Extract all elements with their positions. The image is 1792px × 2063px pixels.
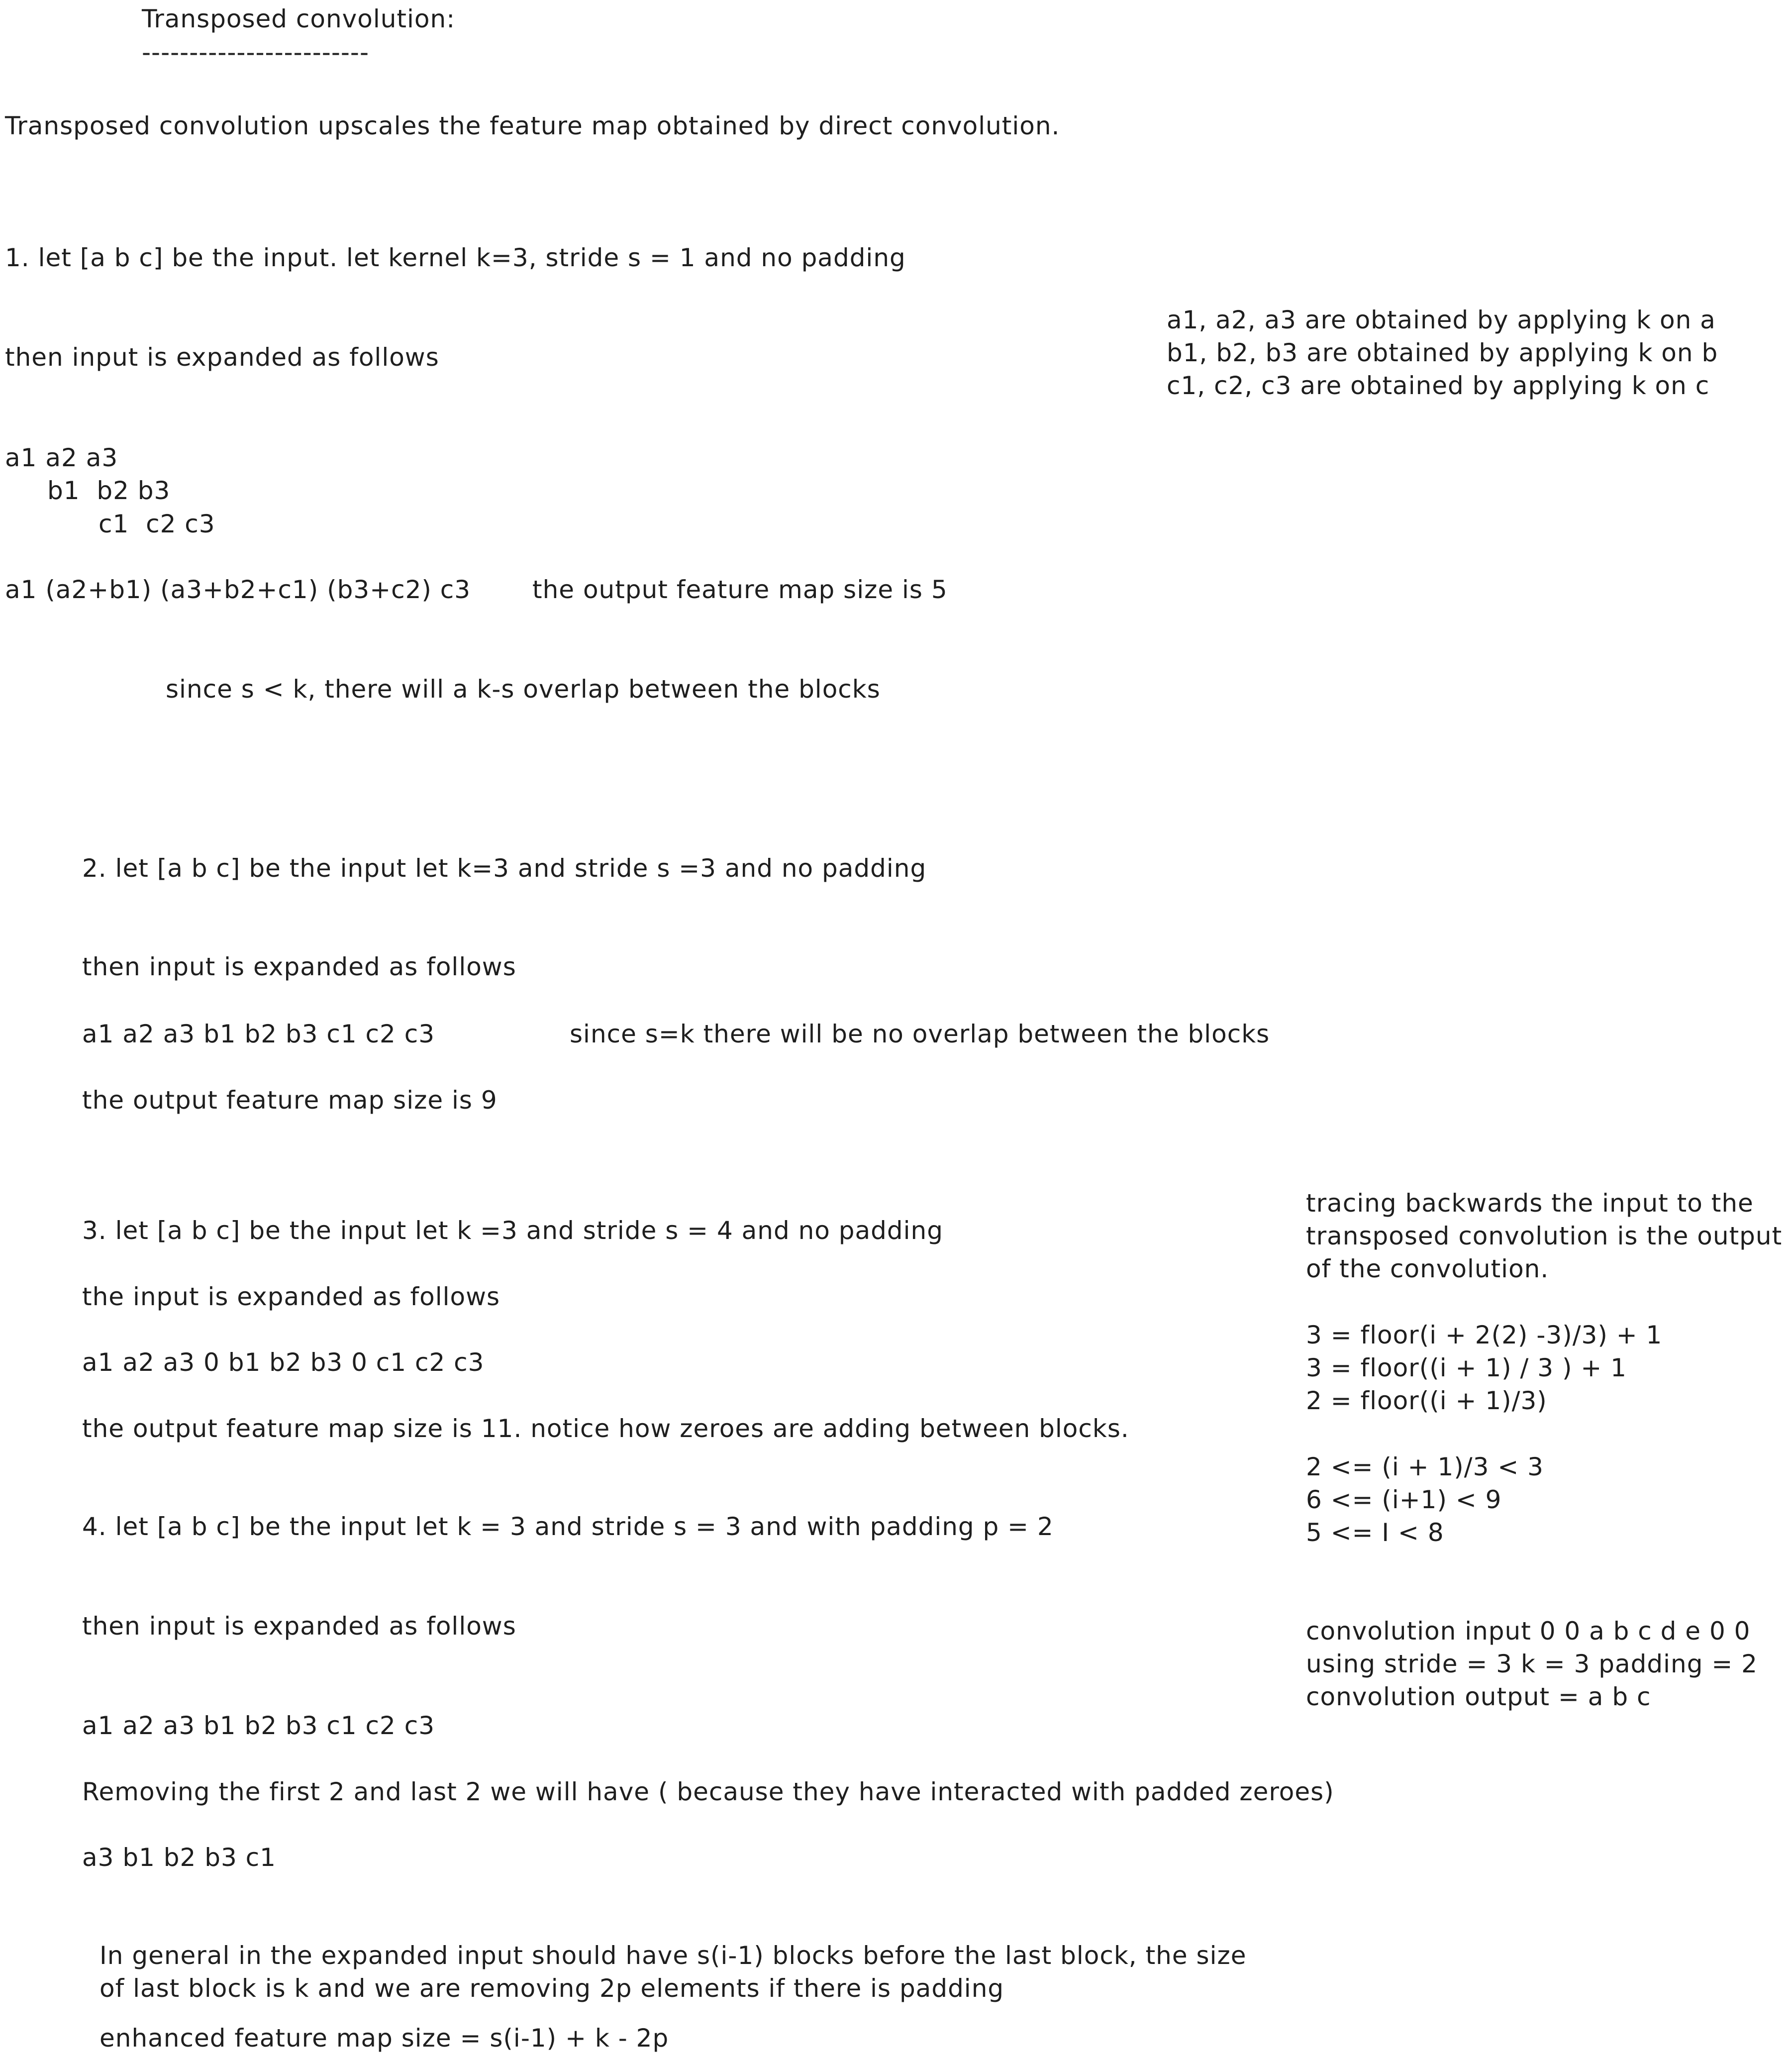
expand-row-a: a1 a2 a3: [5, 443, 118, 472]
section1-overlap: since s < k, there will a k-s overlap between the blocks: [166, 675, 881, 704]
section2-expand: then input is expanded as follows: [82, 952, 516, 981]
section1-sum: a1 (a2+b1) (a3+b2+c1) (b3+c2) c3: [5, 575, 471, 604]
trace-equation: 2 = floor((i + 1)/3): [1306, 1386, 1547, 1415]
note-line: b1, b2, b3 are obtained by applying k on b: [1167, 338, 1718, 367]
expand-row-c: c1 c2 c3: [99, 510, 215, 538]
general-line: of last block is k and we are removing 2p elements if there is padding: [100, 1974, 1004, 2003]
section4-row: a1 a2 a3 b1 b2 b3 c1 c2 c3: [82, 1711, 435, 1740]
trace-line: of the convolution.: [1306, 1254, 1549, 1283]
trace-line: tracing backwards the input to the: [1306, 1189, 1754, 1218]
section1-output: the output feature map size is 5: [532, 575, 948, 604]
trace-equation: 3 = floor((i + 1) / 3 ) + 1: [1306, 1353, 1627, 1382]
general-notes: [100, 1939, 1246, 2005]
section2-output: the output feature map size is 9: [82, 1086, 498, 1115]
expand-row-b: b1 b2 b3: [47, 476, 171, 505]
trace-equation: 3 = floor(i + 2(2) -3)/3) + 1: [1306, 1321, 1663, 1349]
section2-heading: 2. let [a b c] be the input let k=3 and stride s =3 and no padding: [82, 854, 927, 883]
page-title: Transposed convolution:: [142, 4, 456, 33]
section3-row: a1 a2 a3 0 b1 b2 b3 0 c1 c2 c3: [82, 1348, 485, 1377]
note-line: a1, a2, a3 are obtained by applying k on a: [1167, 306, 1716, 334]
general-line: In general in the expanded input should have s(i-1) blocks before the last block, the size: [100, 1941, 1247, 1970]
title-underline: ------------------------: [142, 38, 370, 67]
section3-expand: the input is expanded as follows: [82, 1282, 500, 1311]
section4-expand: then input is expanded as follows: [82, 1612, 516, 1641]
section1-expand: then input is expanded as follows: [5, 343, 439, 372]
note-line: c1, c2, c3 are obtained by applying k on c: [1167, 371, 1710, 400]
section3-output: the output feature map size is 11. notice how zeroes are adding between blocks.: [82, 1414, 1129, 1443]
convolution-line: convolution output = a b c: [1306, 1682, 1651, 1711]
trace-inequality: 5 <= I < 8: [1306, 1518, 1444, 1547]
trace-inequality: 6 <= (i+1) < 9: [1306, 1485, 1502, 1514]
intro-text: Transposed convolution upscales the feature map obtained by direct convolution.: [5, 111, 1060, 140]
trace-notes: [1306, 1187, 1782, 1285]
section4-heading: 4. let [a b c] be the input let k = 3 and stride s = 3 and with padding p = 2: [82, 1512, 1054, 1541]
convolution-line: convolution input 0 0 a b c d e 0 0: [1306, 1617, 1751, 1646]
convolution-notes: [1306, 1615, 1758, 1713]
section2-row: a1 a2 a3 b1 b2 b3 c1 c2 c3: [82, 1020, 435, 1048]
section4-result: a3 b1 b2 b3 c1: [82, 1843, 276, 1872]
trace-inequalities: [1306, 1450, 1544, 1549]
general-formula: enhanced feature map size = s(i-1) + k - 2p: [100, 2024, 669, 2053]
section3-heading: 3. let [a b c] be the input let k =3 and stride s = 4 and no padding: [82, 1216, 943, 1245]
trace-inequality: 2 <= (i + 1)/3 < 3: [1306, 1452, 1544, 1481]
trace-equations: [1306, 1319, 1662, 1417]
convolution-line: using stride = 3 k = 3 padding = 2: [1306, 1650, 1758, 1678]
section1-notes: [1167, 304, 1718, 402]
section2-note: since s=k there will be no overlap between the blocks: [570, 1020, 1270, 1048]
section4-remove: Removing the first 2 and last 2 we will have ( because they have interacted with padded zeroes): [82, 1777, 1334, 1806]
trace-line: transposed convolution is the output: [1306, 1222, 1783, 1250]
section1-heading: 1. let [a b c] be the input. let kernel k=3, stride s = 1 and no padding: [5, 243, 906, 272]
